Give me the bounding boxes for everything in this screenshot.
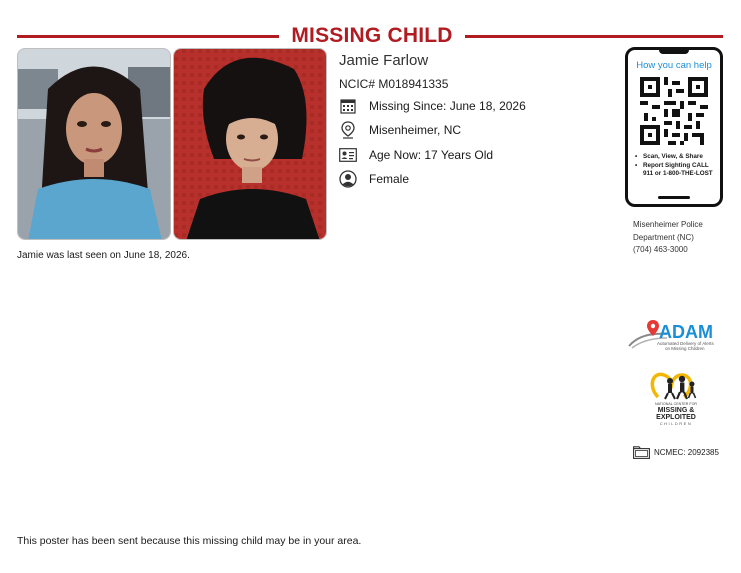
ncmec-line-3: EXPLOITED xyxy=(656,414,696,421)
phone-notch xyxy=(659,49,689,54)
missing-since-row xyxy=(339,97,526,115)
help-step-share: • Scan, View, & Share xyxy=(634,153,720,161)
ncic-number: NCIC# M018941335 xyxy=(339,77,449,91)
ncmec-line-4: CHILDREN xyxy=(659,421,693,426)
location-row xyxy=(339,121,461,139)
calendar-icon xyxy=(339,97,357,115)
last-seen-caption: Jamie was last seen on June 18, 2026. xyxy=(17,250,190,261)
adam-logo xyxy=(627,316,719,356)
location-pin-icon xyxy=(339,121,357,139)
child-photo-1 xyxy=(17,48,171,240)
help-step-report: • Report Sighting CALL 911 or 1-800-THE-LOST xyxy=(634,162,720,178)
child-name: Jamie Farlow xyxy=(339,52,429,69)
qr-code[interactable] xyxy=(640,77,708,145)
ncmec-case-number: NCMEC: 2092385 xyxy=(654,448,719,457)
ncmec-case xyxy=(633,446,719,459)
help-steps xyxy=(634,153,720,179)
folder-icon xyxy=(633,446,650,459)
agency-phone: (704) 463-3000 xyxy=(633,245,688,254)
help-heading: How you can help xyxy=(636,60,712,71)
page-title: MISSING CHILD xyxy=(291,24,453,47)
header-rule-left xyxy=(17,35,279,38)
agency-name-line2: Department (NC) xyxy=(633,232,694,242)
id-card-icon xyxy=(339,146,357,164)
age-row xyxy=(339,146,493,164)
sex-row xyxy=(339,170,409,188)
ncmec-logo xyxy=(644,367,708,429)
phone-home-bar xyxy=(658,196,690,199)
ncmec-line-1: NATIONAL CENTER FOR xyxy=(655,402,697,406)
phone-card xyxy=(625,47,723,207)
ncmec-line-2: MISSING & xyxy=(657,407,695,414)
child-details xyxy=(339,52,599,91)
agency-name-line1: Misenheimer Police xyxy=(633,220,703,229)
person-icon xyxy=(339,170,357,188)
location-text: Misenheimer, NC xyxy=(369,123,462,137)
poster-footer: This poster has been sent because this missing child may be in your area. xyxy=(17,535,362,547)
age-text: Age Now: 17 Years Old xyxy=(369,148,494,162)
poster-header xyxy=(17,24,723,48)
adam-tagline-1: Automated Delivery of Alerts xyxy=(657,341,714,346)
header-rule-right xyxy=(465,35,723,38)
missing-since-text: Missing Since: June 18, 2026 xyxy=(369,99,526,113)
adam-tagline-2: on Missing Children xyxy=(665,346,705,351)
agency-contact xyxy=(633,219,733,257)
adam-wordmark: ADAM xyxy=(659,322,713,342)
child-photo-2 xyxy=(173,48,327,240)
sex-text: Female xyxy=(369,172,410,186)
